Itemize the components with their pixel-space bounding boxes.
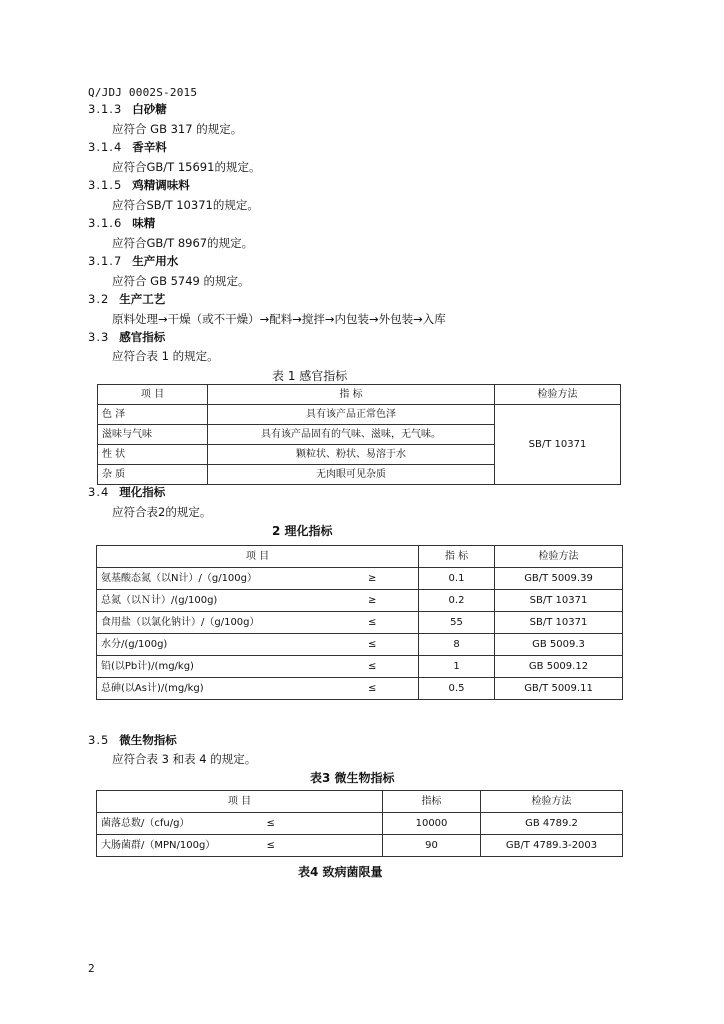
table-row	[97, 835, 623, 857]
row-value: 颗粒状、粉状、易溶于水	[208, 445, 495, 465]
section-title: 白砂糖	[132, 102, 167, 116]
section-number: 3.3	[88, 330, 110, 344]
table-header-row	[97, 546, 623, 568]
table4-caption: 表4 致病菌限量	[298, 865, 383, 879]
row-value: 无肉眼可见杂质	[208, 465, 495, 485]
column-header: 指标	[383, 791, 481, 813]
row-item: 菌落总数/（cfu/g）	[97, 813, 267, 835]
section-number: 3.5	[88, 733, 110, 747]
section-text: 应符合SB/T 10371的规定。	[112, 198, 259, 212]
section-text: 应符合表2的规定。	[112, 505, 212, 519]
section-heading	[88, 177, 190, 193]
row-value: 具有该产品固有的气味、滋味，无气味。	[208, 425, 495, 445]
section-title: 理化指标	[119, 485, 166, 499]
table3-caption: 表3 微生物指标	[310, 771, 395, 785]
row-method: GB 4789.2	[481, 813, 623, 835]
row-value: 8	[419, 634, 495, 656]
row-item: 水分/(g/100g)	[97, 634, 327, 656]
row-comparator: ≤	[327, 678, 419, 700]
section-text: 应符合GB/T 8967的规定。	[112, 236, 254, 250]
row-item: 总砷(以As计)/(mg/kg)	[97, 678, 327, 700]
table1-caption: 表 1 感官指标	[272, 369, 348, 383]
row-comparator: ≤	[267, 813, 383, 835]
row-method: SB/T 10371	[495, 612, 623, 634]
row-comparator: ≤	[327, 634, 419, 656]
table-row	[97, 568, 623, 590]
row-method: GB 5009.12	[495, 656, 623, 678]
row-value: 0.5	[419, 678, 495, 700]
section-title: 生产用水	[132, 254, 179, 268]
column-header: 项 目	[98, 385, 208, 405]
table-row	[97, 634, 623, 656]
section-text: 应符合表 1 的规定。	[112, 349, 219, 363]
section-title: 鸡精调味料	[132, 178, 190, 192]
section-heading	[88, 139, 167, 155]
table-row	[97, 612, 623, 634]
row-item: 杂 质	[98, 465, 208, 485]
section-number: 3.1.3	[88, 102, 123, 116]
document-code: Q/JDJ 0002S-2015	[88, 86, 198, 99]
section-heading	[88, 253, 178, 269]
table-row	[97, 590, 623, 612]
section-text: 应符合GB/T 15691的规定。	[112, 160, 261, 174]
section-heading	[88, 484, 165, 500]
section-heading	[88, 215, 155, 231]
row-value: 1	[419, 656, 495, 678]
row-value: 55	[419, 612, 495, 634]
row-value: 具有该产品正常色泽	[208, 405, 495, 425]
row-value: 10000	[383, 813, 481, 835]
row-item: 总氮（以Ｎ计）/(g/100g)	[97, 590, 327, 612]
row-method: SB/T 10371	[495, 405, 621, 485]
section-title: 香辛料	[132, 140, 167, 154]
section-text: 应符合 GB 5749 的规定。	[112, 274, 250, 288]
row-item: 色 泽	[98, 405, 208, 425]
microbial-table	[96, 790, 623, 857]
table-header-row	[97, 791, 623, 813]
column-header: 指 标	[419, 546, 495, 568]
column-header: 指 标	[208, 385, 495, 405]
section-number: 3.2	[88, 292, 110, 306]
table-row	[98, 405, 621, 425]
row-comparator: ≤	[327, 656, 419, 678]
table-row	[97, 656, 623, 678]
section-text: 应符合 GB 317 的规定。	[112, 122, 243, 136]
section-number: 3.1.4	[88, 140, 123, 154]
column-header: 项 目	[97, 546, 419, 568]
section-heading	[88, 291, 165, 307]
row-method: GB/T 5009.39	[495, 568, 623, 590]
table-row	[97, 813, 623, 835]
row-comparator: ≥	[327, 568, 419, 590]
page-number: 2	[88, 962, 95, 975]
table2-caption: 2 理化指标	[272, 524, 333, 538]
column-header: 检验方法	[495, 546, 623, 568]
row-comparator: ≤	[327, 612, 419, 634]
section-heading	[88, 732, 177, 748]
section-number: 3.1.6	[88, 216, 123, 230]
section-title: 生产工艺	[119, 292, 166, 306]
column-header: 项 目	[97, 791, 383, 813]
row-item: 滋味与气味	[98, 425, 208, 445]
section-heading	[88, 329, 165, 345]
row-method: GB 5009.3	[495, 634, 623, 656]
row-comparator: ≤	[267, 835, 383, 857]
section-heading	[88, 101, 167, 117]
row-comparator: ≥	[327, 590, 419, 612]
row-item: 食用盐（以氯化钠计）/（g/100g）	[97, 612, 327, 634]
section-text: 应符合表 3 和表 4 的规定。	[112, 752, 257, 766]
row-value: 0.2	[419, 590, 495, 612]
section-title: 微生物指标	[119, 733, 177, 747]
table-header-row	[98, 385, 621, 405]
row-item: 铅(以Pb计)/(mg/kg)	[97, 656, 327, 678]
section-title: 感官指标	[119, 330, 166, 344]
physicochemical-table	[96, 545, 623, 700]
row-method: SB/T 10371	[495, 590, 623, 612]
column-header: 检验方法	[481, 791, 623, 813]
row-value: 90	[383, 835, 481, 857]
section-title: 味精	[132, 216, 156, 230]
sensory-table	[97, 384, 621, 485]
row-item: 性 状	[98, 445, 208, 465]
row-method: GB/T 5009.11	[495, 678, 623, 700]
row-value: 0.1	[419, 568, 495, 590]
column-header: 检验方法	[495, 385, 621, 405]
row-item: 氨基酸态氮（以N计）/（g/100g）	[97, 568, 327, 590]
row-item: 大肠菌群/（MPN/100g）	[97, 835, 267, 857]
process-flow-text: 原料处理→干燥（或不干燥）→配料→搅拌→内包装→外包装→入库	[112, 312, 446, 326]
section-number: 3.4	[88, 485, 110, 499]
section-number: 3.1.7	[88, 254, 123, 268]
section-number: 3.1.5	[88, 178, 123, 192]
row-method: GB/T 4789.3-2003	[481, 835, 623, 857]
table-row	[97, 678, 623, 700]
